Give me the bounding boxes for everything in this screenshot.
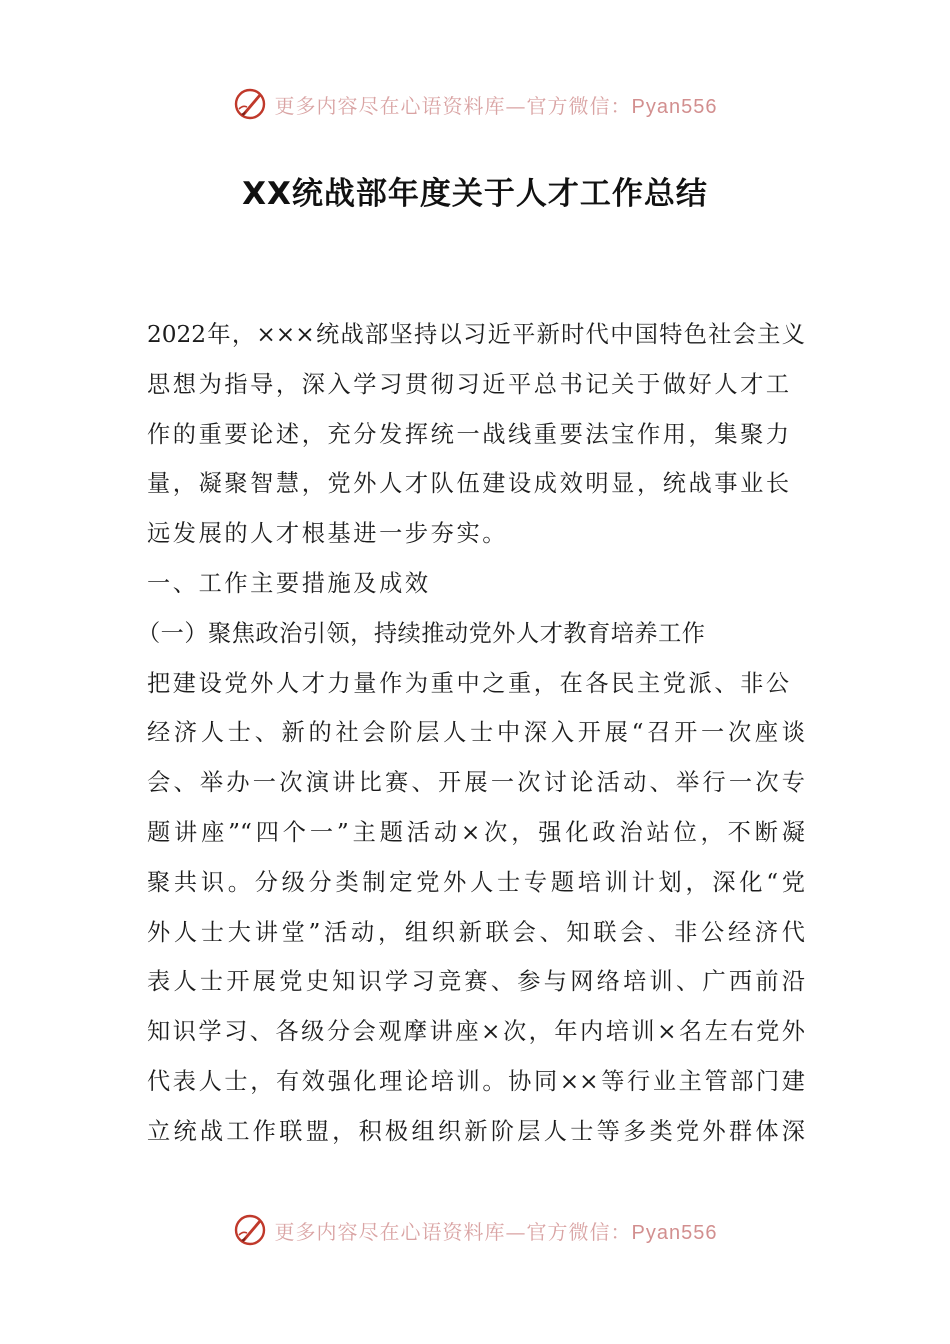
watermark-text: 更多内容尽在心语资料库—官方微信：Pyan556 [274,1219,718,1244]
body-line: 立统战工作联盟，积极组织新阶层人士等多类党外群体深 [147,1117,805,1145]
body-line: 外人士大讲堂”活动，组织新联会、知联会、非公经济代 [147,918,805,946]
body-line: 知识学习、各级分会观摩讲座×次，年内培训×名左右党外 [147,1018,805,1046]
quill-logo-icon [233,1213,267,1247]
body-line: 思想为指导，深入学习贯彻习近平总书记关于做好人才工 [147,370,792,398]
body-line: 2022年，×××统战部坚持以习近平新时代中国特色社会主义 [147,321,805,348]
body-line: 代表人士，有效强化理论培训。协同××等行业主管部门建 [147,1067,805,1095]
body-line: 把建设党外人才力量作为重中之重，在各民主党派、非公 [147,669,792,697]
body-line: 经济人士、新的社会阶层人士中深入开展“召开一次座谈 [147,719,805,747]
body-line: 远发展的人才根基进一步夯实。 [147,520,509,548]
header-watermark [0,86,950,122]
document-body [137,310,805,1157]
document-title: XX统战部年度关于人才工作总结 [242,176,708,212]
quill-logo-icon [233,87,267,121]
body-line: 会、举办一次演讲比赛、开展一次讨论活动、举行一次专 [147,769,805,797]
subsection-heading: （一）聚焦政治引领，持续推动党外人才教育培养工作 [137,619,706,647]
section-heading: 一、工作主要措施及成效 [147,569,431,597]
watermark-text: 更多内容尽在心语资料库—官方微信：Pyan556 [274,93,718,118]
body-line: 题讲座”“四个一”主题活动×次，强化政治站位，不断凝 [147,818,805,846]
body-line: 聚共识。分级分类制定党外人士专题培训计划，深化“党 [147,868,805,896]
footer-watermark [0,1212,950,1248]
body-line: 作的重要论述，充分发挥统一战线重要法宝作用，集聚力 [147,420,792,448]
body-line: 量，凝聚智慧，党外人才队伍建设成效明显，统战事业长 [147,470,792,498]
body-line: 表人士开展党史知识学习竞赛、参与网络培训、广西前沿 [147,968,805,996]
